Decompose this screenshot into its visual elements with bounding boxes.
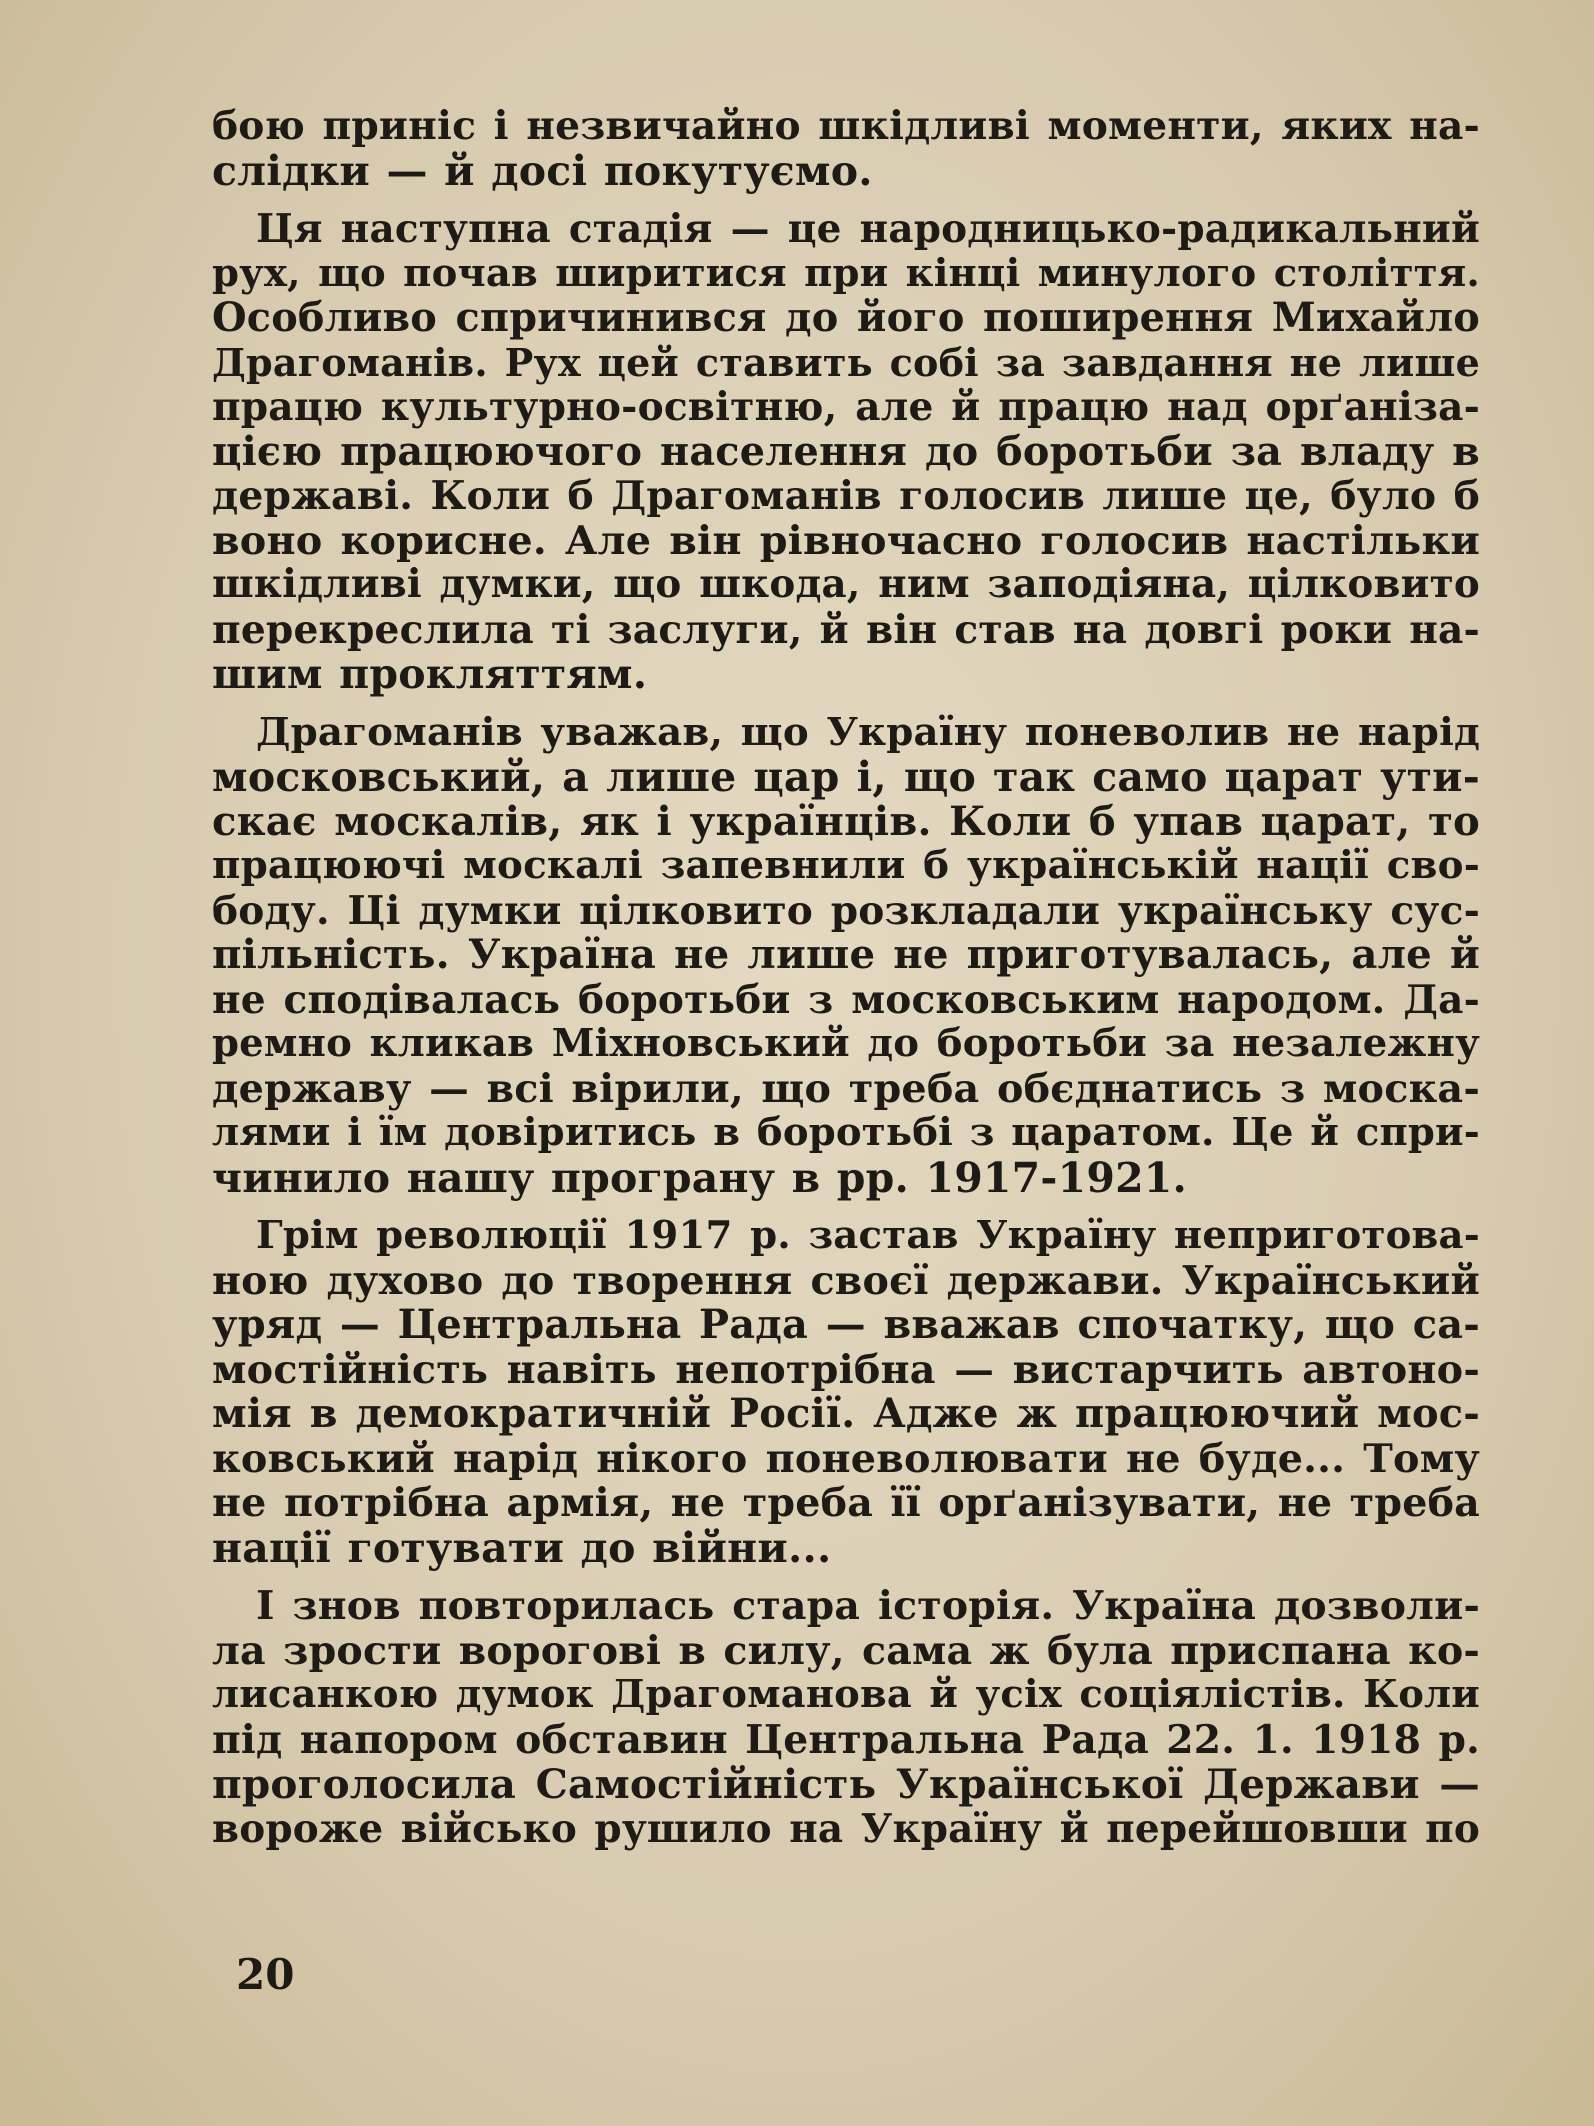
text-line: працюючі москалі запевнили б українській нації сво- [212, 843, 1480, 888]
text-line: під напором обставин Центральна Рада 22. 1. 1918 р. [212, 1716, 1480, 1763]
text-line: скає москалів, як і українців. Коли б упав царат, то [212, 797, 1480, 845]
text-line: пільність. Україна не лише не приготувалась, але й [212, 931, 1480, 978]
text-line: мія в демократичній Росії. Адже ж працюючий мос- [212, 1391, 1480, 1437]
text-line: державі. Коли б Драгоманів голосив лише це, було б [212, 473, 1480, 519]
text-line: вороже військо рушило на Україну й перейшовши по [212, 1805, 1480, 1852]
text-line: працю культурно-освітню, але й працю над орґаніза- [212, 384, 1480, 430]
text-line: лисанкою думок Драгоманова й усіх соціялістів. Коли [212, 1672, 1480, 1717]
text-line: ремно кликав Міхновський до боротьби за незалежну [212, 1021, 1480, 1066]
text-line: лями і їм довіритись в боротьбі з царатом. Це й спри- [212, 1110, 1480, 1155]
text-line: рух, що почав ширитися при кінці минулого століття. [212, 250, 1480, 296]
text-line: перекреслила ті заслуги, й він став на довгі роки на- [212, 606, 1480, 653]
text-line: воно корисне. Але він рівночасно голосив настільки [212, 517, 1480, 564]
text-line: боду. Ці думки цілковито розкладали українську сус- [212, 887, 1480, 934]
text-line: Ця наступна стадія — це народницько-радикальний [256, 206, 1480, 252]
paragraph-5 [212, 1584, 1480, 1851]
text-line: бою приніс і незвичайно шкідливі моменти, яких на- [212, 103, 1480, 149]
text-line: слідки — й досі покутуємо. [212, 146, 873, 195]
text-line: ною духово до творення своєї держави. Український [212, 1257, 1480, 1304]
paragraph-4 [212, 1214, 1480, 1570]
text-line: мостійність навіть непотрібна — вистарчить автоно- [212, 1346, 1480, 1393]
text-line: не потрібна армія, не треба її орґанізувати, не треба [212, 1480, 1480, 1526]
text-line: І знов повторилась стара історія. Україна дозволи- [256, 1583, 1480, 1629]
text-line: Грім революції 1917 р. застав Україну неприготова- [256, 1213, 1480, 1258]
text-line: нації готувати до війни... [212, 1523, 832, 1572]
text-line: ла зрости ворогові в силу, сама ж була приспана ко- [212, 1627, 1480, 1674]
text-line: Особливо спричинився до його поширення Михайло [212, 295, 1480, 341]
text-line: державу — всі вірили, що треба обєднатись з моска- [212, 1065, 1480, 1112]
text-line: Драгоманів уважав, що Україну поневолив не нарід [256, 709, 1480, 755]
text-line: ковський нарід нікого поневолювати не буде... Тому [212, 1435, 1480, 1482]
text-line: шим прокляттям. [212, 650, 648, 698]
paragraph-3 [212, 711, 1480, 1201]
page-number: 20 [236, 1950, 295, 1999]
page-body [212, 104, 1480, 1865]
text-line: Драгоманів. Рух цей ставить собі за завдання не лише [212, 339, 1480, 385]
text-line: уряд — Центральна Рада — вважав спочатку, що са- [212, 1302, 1480, 1348]
text-line: не сподівалась боротьби з московським народом. Да- [212, 976, 1480, 1023]
text-line: проголосила Самостійність Української Держави — [212, 1760, 1480, 1808]
text-line: чинило нашу програну в рр. 1917-1921. [212, 1153, 1187, 1202]
text-line: московський, а лише цар і, що так само царат ути- [212, 753, 1480, 801]
paragraph-1 [212, 104, 1480, 193]
text-line: цією працюючого населення до боротьби за владу в [212, 428, 1480, 475]
text-line: шкідливі думки, що шкода, ним заподіяна, цілковито [212, 562, 1480, 607]
paragraph-2 [212, 207, 1480, 697]
